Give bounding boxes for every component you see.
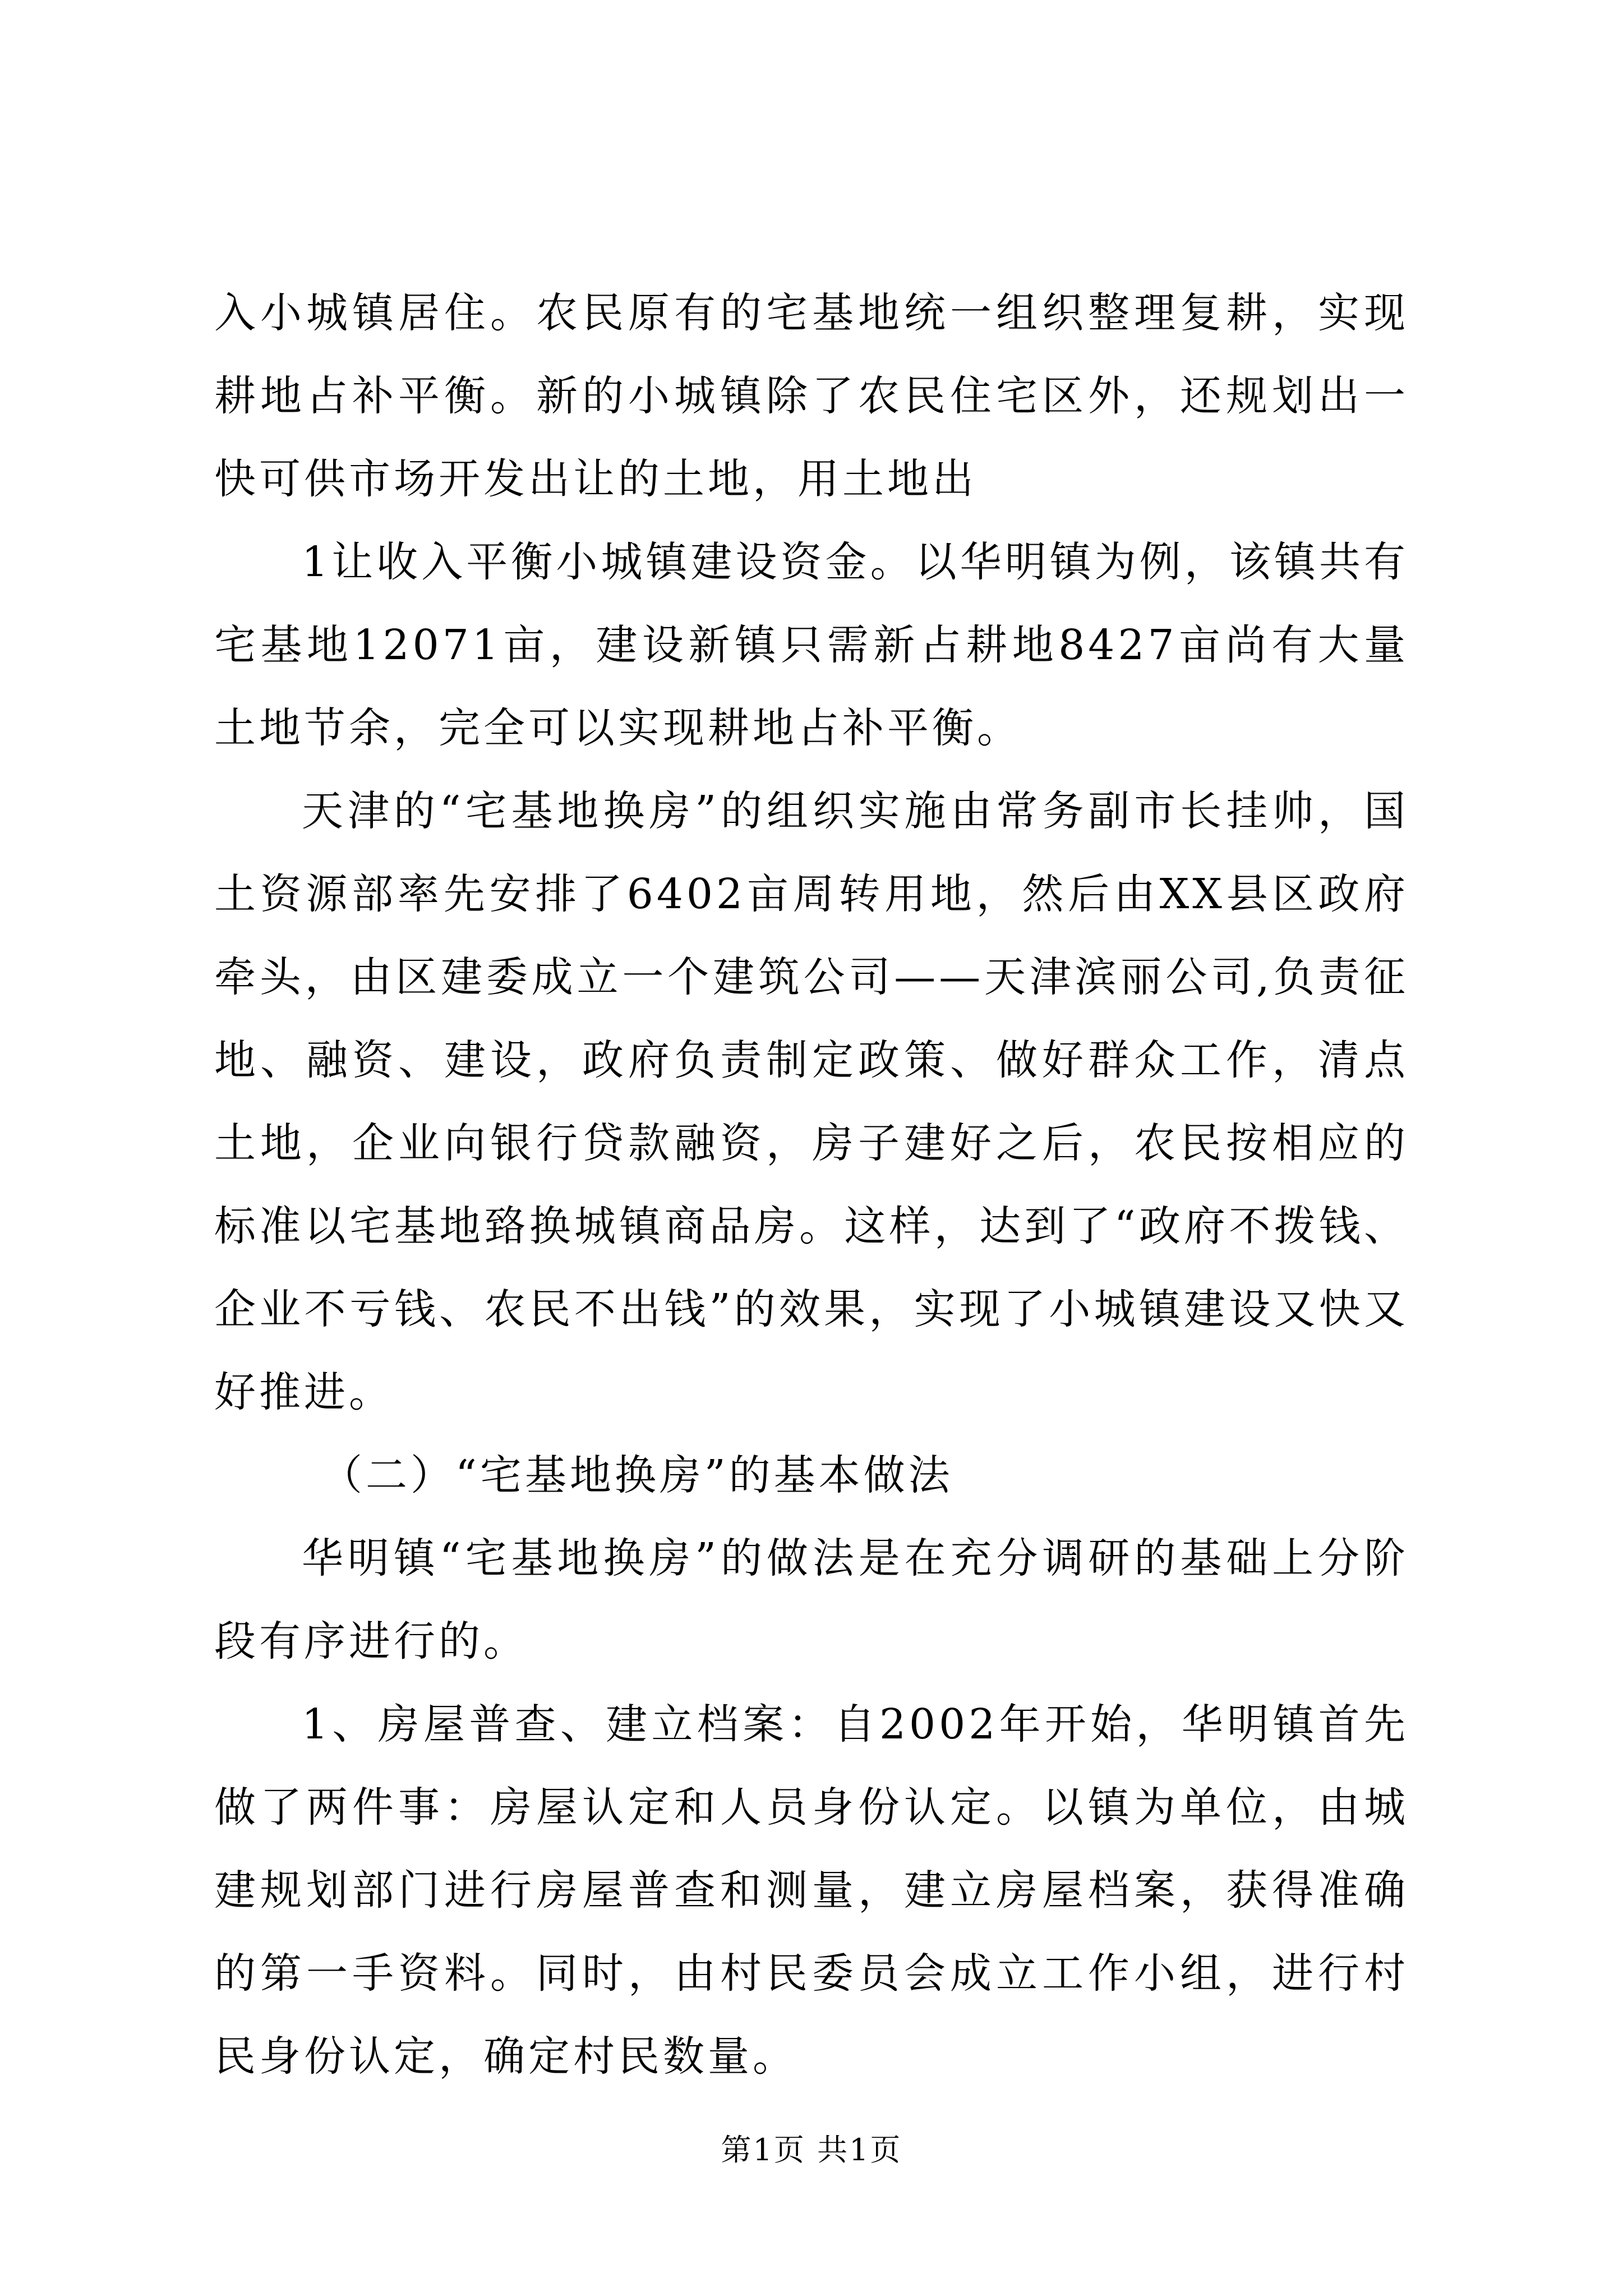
page-number-footer: 第1页 共1页	[721, 2132, 902, 2168]
paragraph-2: 1让收入平衡小城镇建设资金。以华明镇为例，该镇共有宅基地12071亩，建设新镇只需新占耕地8427亩尚有大量土地节余，完全可以实现耕地占补平衡。	[214, 538, 1409, 752]
document-body	[214, 272, 1409, 2098]
paragraph-4: 华明镇“宅基地换房”的做法是在充分调研的基础上分阶段有序进行的。	[214, 1534, 1409, 1665]
section-heading: （二）“宅基地换房”的基本做法	[321, 1451, 953, 1499]
paragraph-3: 天津的“宅基地换房”的组织实施由常务副市长挂帅，国土资源部率先安排了6402亩周转用地，然后由XX县区政府牵头，由区建委成立一个建筑公司——天津滨丽公司,负责征地、融资、建设，政府负责制定政策、做好群众工作，清点土地，企业向银行贷款融资，房子建好之后，农民按相应的标准以宅基地臵换城镇商品房。这样，达到了“政府不拨钱、企业不亏钱、农民不出钱”的效果，实现了小城镇建设又快又好推进。	[214, 787, 1409, 1416]
paragraph-1: 入小城镇居住。农民原有的宅基地统一组织整理复耕，实现耕地占补平衡。新的小城镇除了农民住宅区外，还规划出一快可供市场开发出让的土地，用土地出	[214, 289, 1409, 503]
paragraph-5: 1、房屋普查、建立档案：自2002年开始，华明镇首先做了两件事：房屋认定和人员身份认定。以镇为单位，由城建规划部门进行房屋普查和测量，建立房屋档案，获得准确的第一手资料。同时，由村民委员会成立工作小组，进行村民身份认定，确定村民数量。	[214, 1700, 1409, 2081]
